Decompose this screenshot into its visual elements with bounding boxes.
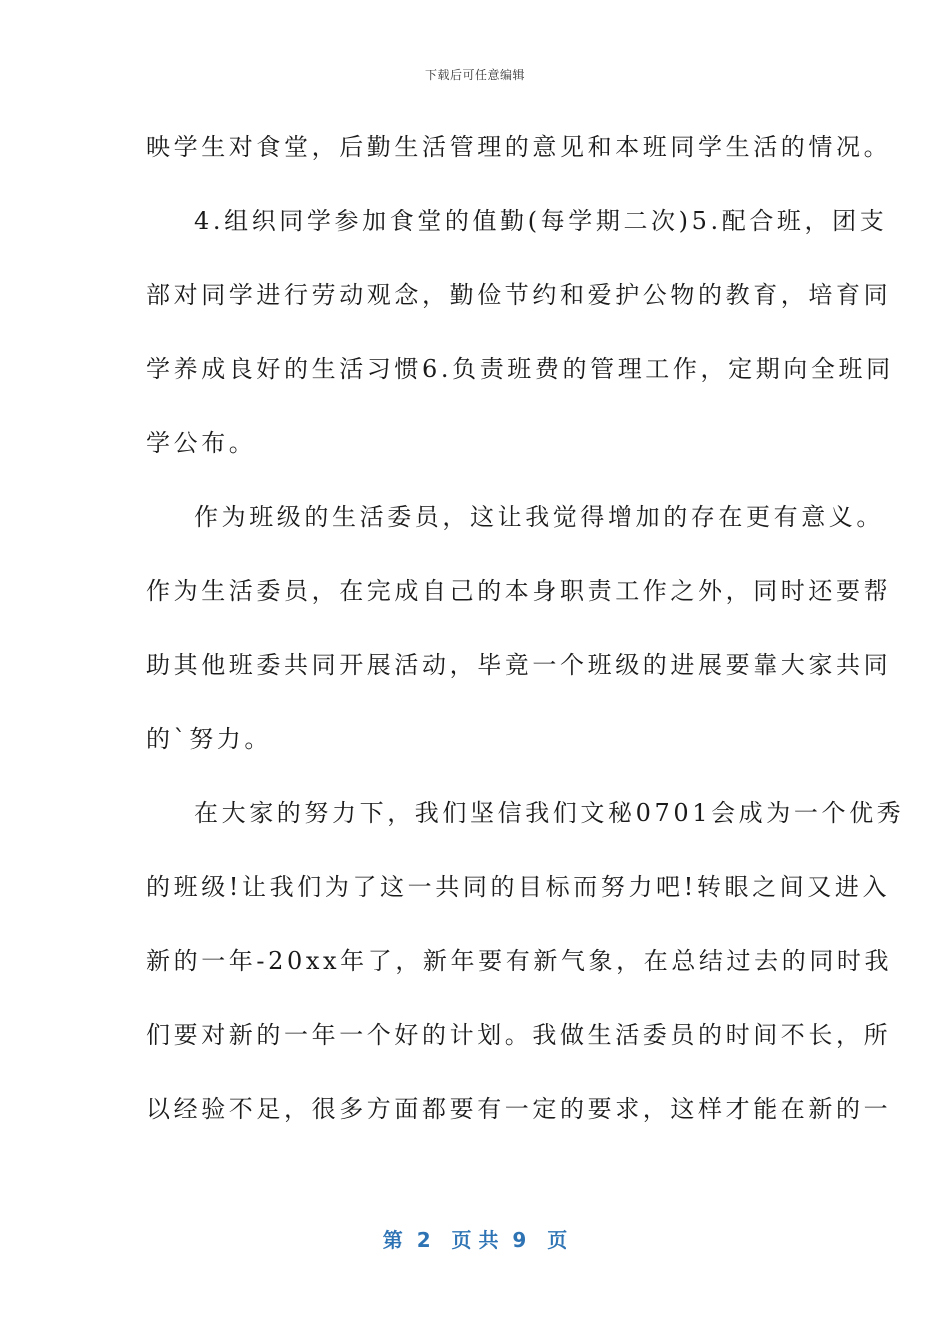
- text-line-2: 4.组织同学参加食堂的值勤(每学期二次)5.配合班，团支: [194, 207, 888, 235]
- text-line-6: 作为班级的生活委员，这让我觉得增加的存在更有意义。: [194, 503, 884, 531]
- text-line-7: 作为生活委员，在完成自己的本身职责工作之外，同时还要帮: [146, 577, 892, 605]
- text-line-14: 以经验不足，很多方面都要有一定的要求，这样才能在新的一: [146, 1095, 892, 1123]
- text-line-11: 的班级!让我们为了这一共同的目标而努力吧!转眼之间又进入: [146, 873, 891, 901]
- page-number-footer: 第 2 页 共 9 页: [382, 1228, 568, 1252]
- text-line-10: 在大家的努力下，我们坚信我们文秘0701会成为一个优秀: [194, 799, 905, 827]
- text-line-4: 学养成良好的生活习惯6.负责班费的管理工作，定期向全班同: [146, 355, 894, 383]
- text-line-3: 部对同学进行劳动观念，勤俭节约和爱护公物的教育，培育同: [146, 281, 892, 309]
- text-line-9: 的`努力。: [146, 725, 272, 753]
- text-line-12: 新的一年-20xx年了，新年要有新气象，在总结过去的同时我: [146, 947, 893, 975]
- document-body: [146, 120, 905, 1156]
- text-line-13: 们要对新的一年一个好的计划。我做生活委员的时间不长，所: [146, 1021, 892, 1049]
- text-line-8: 助其他班委共同开展活动，毕竟一个班级的进展要靠大家共同: [146, 651, 892, 679]
- header-note: 下载后可任意编辑: [424, 68, 525, 82]
- text-line-5: 学公布。: [146, 429, 257, 457]
- text-line-1: 映学生对食堂，后勤生活管理的意见和本班同学生活的情况。: [146, 133, 892, 161]
